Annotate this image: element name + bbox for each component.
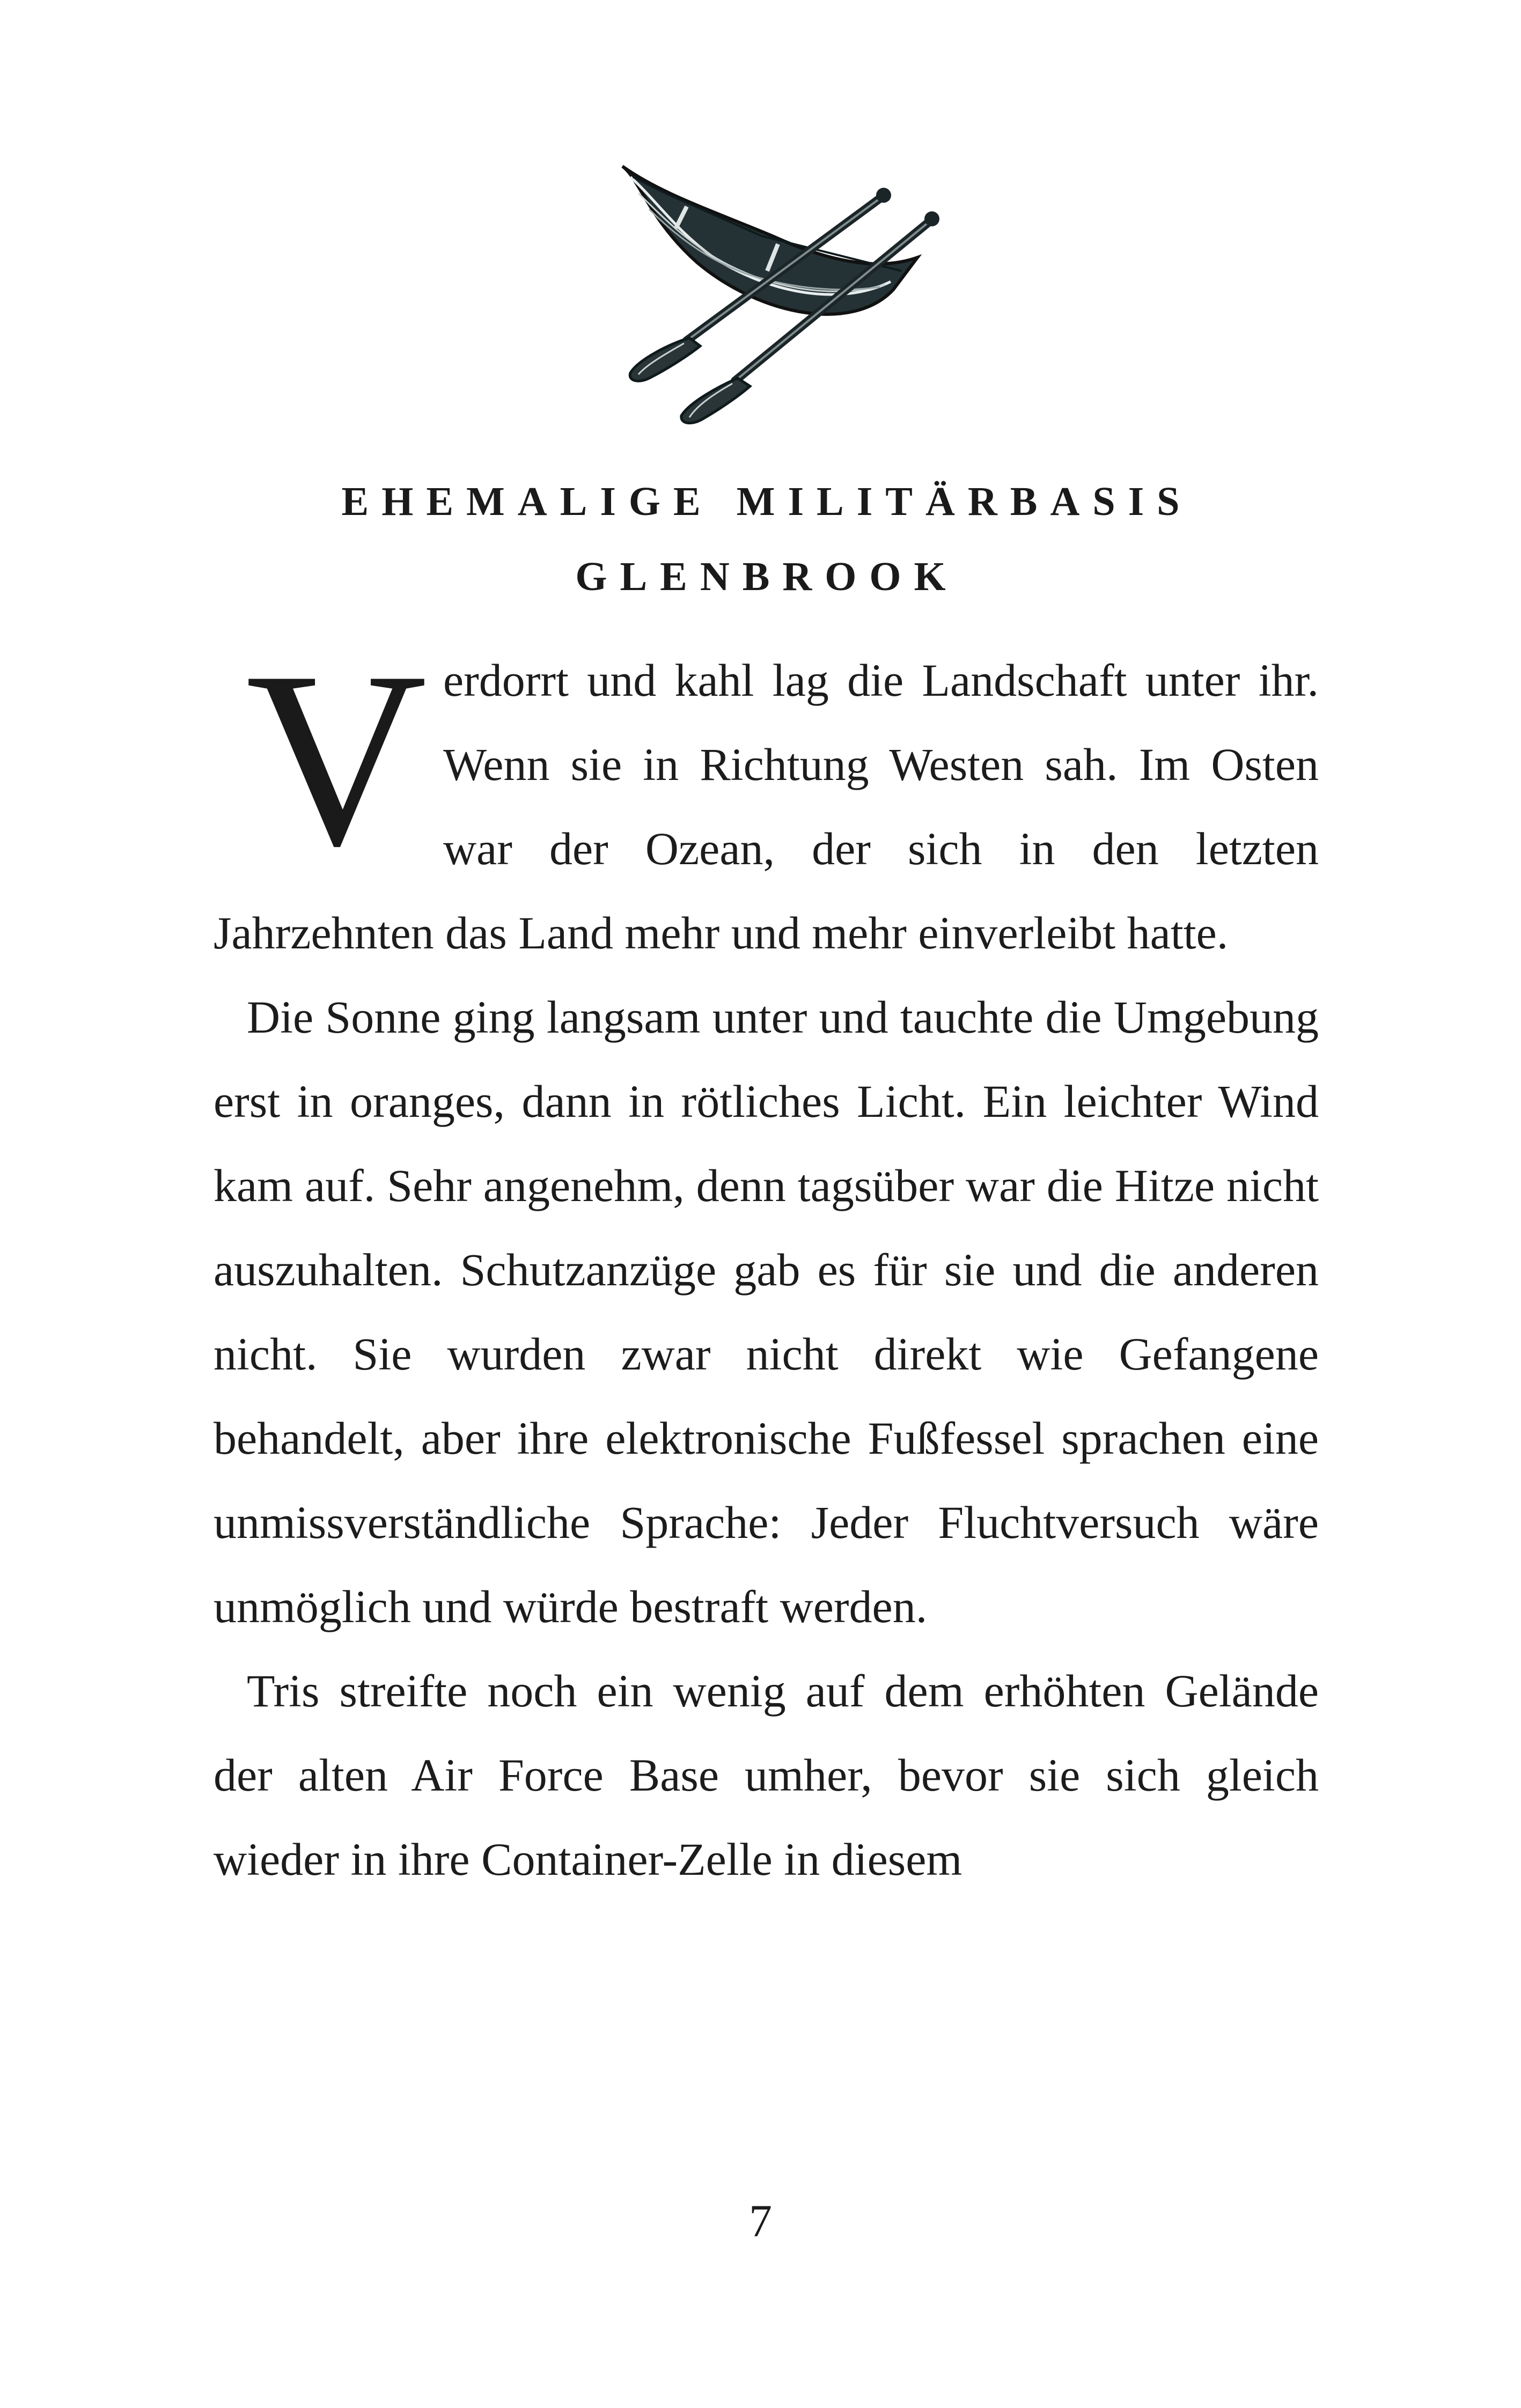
paragraph-1 bbox=[214, 620, 1319, 975]
drop-cap: V bbox=[246, 620, 427, 898]
paragraph-1-text: erdorrt und kahl lag die Landschaft unter ihr. Wenn sie in Richtung Westen sah. Im Osten war der Ozean, der sich in den letzten Jahrzehnten das Land mehr und mehr einverleibt hatte. bbox=[214, 654, 1319, 959]
chapter-title-line-1: EHEMALIGE MILITÄRBASIS bbox=[341, 479, 1193, 524]
chapter-title bbox=[215, 464, 1306, 614]
canoe-with-paddles-icon bbox=[601, 156, 955, 429]
page-number: 7 bbox=[749, 2195, 772, 2247]
paragraph-3: Tris streifte noch ein wenig auf dem erhöhten Gelände der alten Air Force Base umher, bevor sie sich gleich wieder in ihre Container-Zelle in diesem bbox=[214, 1665, 1319, 1885]
body-text bbox=[214, 620, 1319, 1902]
paragraph-2: Die Sonne ging langsam unter und tauchte die Umgebung erst in oranges, dann in rötliches Licht. Ein leichter Wind kam auf. Sehr angenehm, denn tagsüber war die Hitze nicht auszuhalten. Schutzanzüge gab es für sie und die anderen nicht. Sie wurden zwar nicht direkt wie Gefangene behandelt, aber ihre elektronische Fußfessel sprachen eine unmissverständliche Sprache: Jeder Fluchtversuch wäre unmöglich und würde bestraft werden. bbox=[214, 991, 1319, 1632]
chapter-title-line-2: GLENBROOK bbox=[575, 554, 959, 599]
